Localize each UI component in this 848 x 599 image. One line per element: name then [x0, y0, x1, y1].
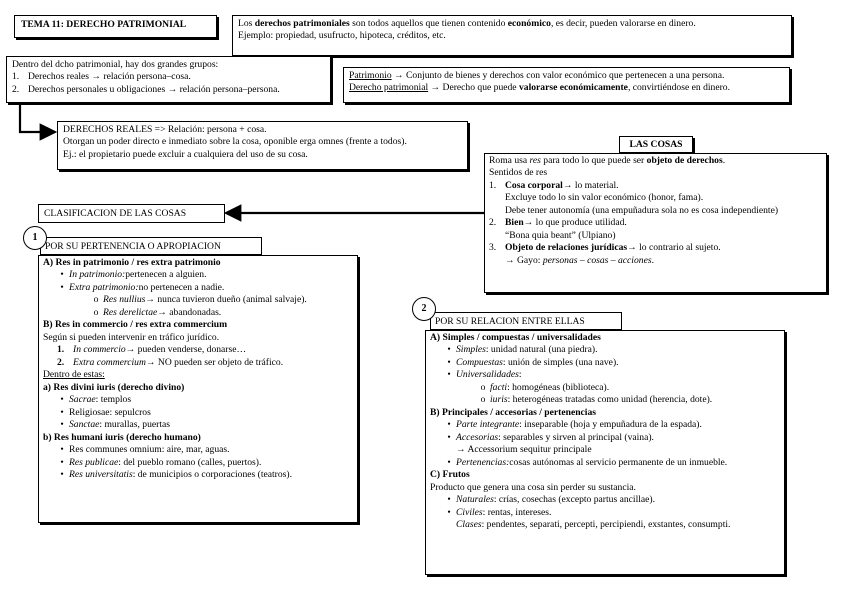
cosas-sentidos: Sentidos de res [489, 167, 548, 179]
list-item: • Extra patrimonio: no pertenecen a nadie. [60, 281, 225, 293]
list-item: 3. Objeto de relaciones jurídicas → lo contrario al sujeto. [489, 242, 721, 254]
list-item: 1. In commercio → pueden venderse, donarse… [57, 344, 247, 356]
section2-title: POR SU RELACION ENTRE ELLAS [435, 316, 585, 327]
section2-title-box [430, 312, 622, 330]
s1-humani-heading: b) Res humani iuris (derecho humano) [43, 431, 201, 443]
list-item: o facti : homogéneas (biblioteca). [480, 381, 610, 393]
intro-line-1: Los derechos patrimoniales son todos aquellos que tienen contenido económico, es decir, pueden valorarse en dinero. [238, 18, 696, 29]
s1-a-heading: A) Res in patrimonio / res extra patrimonio [43, 257, 221, 268]
list-item: • Res publicae : del pueblo romano (calles, puertos). [60, 456, 262, 468]
intro-line-2: Ejemplo: propiedad, usufructo, hipoteca, créditos, etc. [238, 30, 446, 42]
list-item: • Simples : unidad natural (una piedra). [447, 344, 598, 356]
page-title: TEMA 11: DERECHO PATRIMONIAL [21, 19, 187, 30]
section2-box [425, 330, 785, 575]
list-item: • Sanctae : murallas, puertas [60, 419, 170, 431]
section2-number: 2 [412, 297, 436, 321]
list-item: • Civiles : rentas, intereses. [447, 506, 552, 518]
section1-box [38, 255, 358, 523]
list-item: • Pertenencias: cosas autónomas al servicio permanente de un inmueble. [447, 456, 728, 468]
list-item-detail: → Accessorium sequitur principale [456, 444, 592, 456]
section1-title: POR SU PERTENENCIA O APROPIACION [45, 241, 221, 252]
list-item-detail: → Gayo: personas – cosas – acciones. [505, 254, 654, 266]
list-item: o Res derelictae → abandonadas. [93, 306, 222, 318]
list-item: • Parte integrante : inseparable (hoja y empuñadura de la espada). [447, 419, 702, 431]
list-item: • Accesorias : separables y sirven al principal (vaina). [447, 431, 654, 443]
list-item: • In patrimonio: pertenecen a alguien. [60, 269, 207, 281]
s2-c-intro: Producto que genera una cosa sin perder su sustancia. [430, 481, 636, 493]
list-item: • Compuestas : unión de simples (una nave). [447, 356, 619, 368]
list-item: • Universalidades : [447, 369, 522, 381]
s2-c-heading: C) Frutos [430, 469, 470, 481]
groups-box [6, 56, 331, 103]
reales-line-1: DERECHOS REALES => Relación: persona + cosa. [63, 124, 267, 135]
definition-derecho-patrimonial: Derecho patrimonial → Derecho que puede valorarse económicamente, convirtiéndose en dinero. [349, 82, 730, 94]
arrow-groups-to-reales [20, 103, 55, 132]
s2-b-heading: B) Principales / accesorias / pertenencias [430, 406, 596, 418]
list-item-detail: Excluye todo lo sin valor económico (honor, fama). [505, 192, 704, 204]
list-item: Clases : pendentes, separati, percepti, percipiendi, exstantes, consumpti. [456, 519, 731, 531]
clasificacion-heading: CLASIFICACION DE LAS COSAS [44, 208, 187, 219]
list-item-detail: “Bona quia beant” (Ulpiano) [505, 229, 616, 241]
list-item: o iuris : heterogéneas tratadas como unidad (herencia, dote). [480, 394, 713, 406]
list-item: • Naturales : crías, cosechas (excepto partus ancillae). [447, 494, 656, 506]
list-item: • Res universitatis : de municipios o corporaciones (teatros). [60, 468, 293, 480]
clasificacion-box [38, 204, 225, 223]
definition-patrimonio: Patrimonio → Conjunto de bienes y derechos con valor económico que pertenecen a una persona. [349, 70, 725, 81]
list-item: 2. Derechos personales u obligaciones → relación persona–persona. [12, 83, 280, 95]
reales-line-2: Otorgan un poder directo e inmediato sobre la cosa, oponible erga omnes (frente a todos). [63, 136, 407, 148]
list-item: • Res communes omnium: aire, mar, aguas. [60, 444, 230, 456]
list-item: 2. Extra commercium → NO pueden ser objeto de tráfico. [57, 356, 284, 368]
intro-box [232, 15, 792, 56]
groups-heading: Dentro del dcho patrimonial, hay dos grandes grupos: [12, 59, 219, 70]
reales-line-3: Ej.: el propietario puede excluir a cualquiera del uso de su cosa. [63, 148, 308, 160]
list-item: 1. Cosa corporal → lo material. [489, 179, 619, 191]
list-item: • Sacrae : templos [60, 394, 132, 406]
las-cosas-title: LAS COSAS [629, 139, 683, 150]
s1-dentro: Dentro de estas: [43, 369, 105, 381]
derechos-reales-box [57, 121, 468, 170]
s1-b-intro: Según si pueden intervenir en tráfico jurídico. [43, 331, 220, 343]
las-cosas-box [484, 153, 827, 293]
section1-number: 1 [23, 226, 47, 250]
title-box [14, 15, 217, 38]
definitions-box [343, 67, 790, 103]
list-item: o Res nullius → nunca tuvieron dueño (animal salvaje). [93, 294, 307, 306]
s2-a-heading: A) Simples / compuestas / universalidades [430, 332, 601, 343]
list-item-detail: Debe tener autonomía (una empuñadura sola no es cosa independiente) [505, 204, 779, 216]
list-item: • Religiosae : sepulcros [60, 406, 151, 418]
las-cosas-title-box [619, 136, 693, 153]
list-item: 1. Derechos reales → relación persona–cosa. [12, 71, 191, 83]
cosas-intro: Roma usa res para todo lo que puede ser objeto de derechos. [489, 155, 726, 166]
section1-title-box [40, 237, 262, 255]
s1-b-heading: B) Res in commercio / res extra commercium [43, 319, 228, 331]
s1-divini-heading: a) Res divini iuris (derecho divino) [43, 381, 185, 393]
list-item: 2. Bien → lo que produce utilidad. [489, 217, 627, 229]
